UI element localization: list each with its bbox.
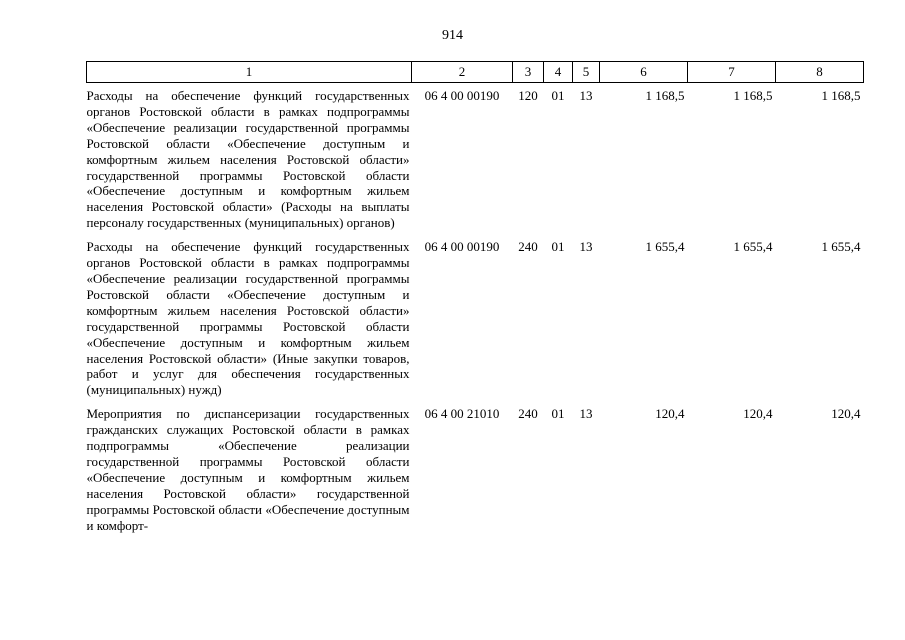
header-cell-2: 2 <box>412 62 513 83</box>
row-subsection: 13 <box>579 88 593 103</box>
row-section: 01 <box>551 406 565 422</box>
row-subsection: 13 <box>579 239 593 255</box>
row-expense-type: 240 <box>518 406 538 422</box>
row-amount-8: 1 168,5 <box>821 88 861 103</box>
row-expense-type: 120 <box>518 88 538 103</box>
header-cell-7: 7 <box>688 62 776 83</box>
row-amount-6: 1 168,5 <box>645 88 685 103</box>
header-cell-3: 3 <box>513 62 544 83</box>
header-cell-4: 4 <box>544 62 573 83</box>
row-amount-7: 120,4 <box>743 406 773 422</box>
header-cell-8: 8 <box>776 62 864 83</box>
row-description: Расходы на обеспечение функций государственных органов Ростовской области в рамках подпрограммы «Обеспечение реализации государственной программы Ростовской области «Обеспечение доступным и комфортным жильем населения Ростовской области» государственной программы Ростовской области «Обеспечение доступным и комфортным жильем населения Ростовской области» (Иные закупки товаров, работ и услуг для обеспечения государственных (муниципальных) нужд) <box>86 239 410 398</box>
table-row <box>87 239 864 406</box>
row-target-code: 06 4 00 21010 <box>424 406 500 422</box>
row-description: Мероприятия по диспансеризации государственных гражданских служащих Ростовской области в рамках подпрограммы «Обеспечение реализации государственной программы Ростовской области «Обеспечение доступным и комфортным жильем населения Ростовской области» государственной программы Ростовской области «Обеспечение доступным и комфорт- <box>86 406 410 533</box>
header-cell-6: 6 <box>600 62 688 83</box>
budget-table <box>86 61 864 541</box>
row-amount-8: 1 655,4 <box>821 239 861 255</box>
header-cell-1: 1 <box>87 62 412 83</box>
header-cell-5: 5 <box>573 62 600 83</box>
row-amount-7: 1 655,4 <box>733 239 773 255</box>
row-expense-type: 240 <box>518 239 538 255</box>
row-target-code: 06 4 00 00190 <box>424 239 500 255</box>
row-section: 01 <box>551 88 565 103</box>
header-row <box>87 62 864 83</box>
row-amount-7: 1 168,5 <box>733 88 773 103</box>
row-amount-8: 120,4 <box>831 406 861 422</box>
page-number: 914 <box>442 28 463 43</box>
row-amount-6: 120,4 <box>655 406 685 422</box>
row-section: 01 <box>551 239 565 255</box>
table-row <box>87 83 864 240</box>
table-row <box>87 406 864 541</box>
row-description: Расходы на обеспечение функций государственных органов Ростовской области в рамках подпрограммы «Обеспечение реализации государственной программы Ростовской области «Обеспечение доступным и комфортным жильем населения Ростовской области» государственной программы Ростовской области «Обеспечение доступным и комфортным жильем населения Ростовской области» (Расходы на выплаты персоналу государственных (муниципальных) органов) <box>86 88 410 231</box>
row-target-code: 06 4 00 00190 <box>424 88 500 103</box>
row-amount-6: 1 655,4 <box>645 239 685 255</box>
row-subsection: 13 <box>579 406 593 422</box>
